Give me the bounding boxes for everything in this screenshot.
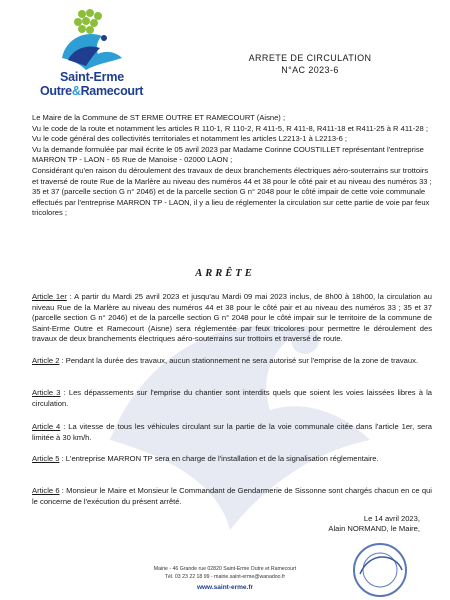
grape-bird-logo-icon	[50, 8, 130, 70]
article-text: : L'entreprise MARRON TP sera en charge de l'installation et de la signalisation réglementaire.	[59, 454, 379, 463]
article-text: : Pendant la durée des travaux, aucun stationnement ne sera autorisé sur l'emprise de la zone de travaux.	[59, 356, 419, 365]
footer-website-link[interactable]: www.saint-erme.fr	[196, 584, 254, 591]
preamble-line: Le Maire de la Commune de ST ERME OUTRE ET RAMECOURT (Aisne) ;	[32, 113, 286, 122]
article-4	[32, 422, 432, 443]
logo-name-ramecourt: Ramecourt	[80, 84, 144, 98]
article-label: Article 1er	[32, 292, 67, 301]
article-1	[32, 292, 432, 345]
document-title-line1: ARRETE DE CIRCULATION	[248, 53, 372, 63]
article-text: : La vitesse de tous les véhicules circulant sur la partie de la voie communale citée dans l'article 1er, sera limitée à 30 km/h.	[32, 422, 432, 442]
article-label: Article 6	[32, 486, 60, 495]
logo-name-line2	[40, 84, 144, 98]
article-label: Article 3	[32, 388, 61, 397]
article-5	[32, 454, 432, 465]
preamble-line: Vu la demande formulée par mail écrite le 05 avril 2023 par Madame Corinne COUSTILLET représentant l'entreprise MARRON TP - LAON - 65 Rue de Manoise - 02000 LAON ;	[32, 144, 424, 165]
article-text: : A partir du Mardi 25 avril 2023 et jusqu'au Mardi 09 mai 2023 inclus, de 8h00 à 18h00, la circulation au niveau Rue de la Marlère au niveau des numéros 44 et 38 pour le côté pair et au niveau des numéros 33 ; 35 et 37 (parcelle section G n° 2046) et de la parcelle section G n° 2048 pour le côté impair sur le territoire de la commune de Saint-Erme Outre et Ramecourt (Aisne) sera réglementée par feux tricolores pour permettre le déroulement des travaux de deux branchements électriques aéro-souterrains sur trottoirs et traversé de route.	[32, 292, 433, 344]
logo-name-outre: Outre	[40, 84, 72, 98]
preamble	[32, 113, 432, 219]
footer-address: Mairie - 46 Grande rue 02820 Saint-Erme Outre et Ramecourt	[153, 566, 297, 572]
logo-name-line1: Saint-Erme	[60, 70, 124, 84]
municipality-logo	[40, 8, 144, 108]
article-label: Article 4	[32, 422, 61, 431]
footer	[80, 566, 370, 581]
preamble-line: Considérant qu'en raison du déroulement des travaux de deux branchements électriques aéro-souterrains sur trottoirs et traversé de route Rue de la Marlère au niveau des numéros 44 et 38 pour le côté pair et au niveau des numéros 33 ; 35 et 37 (parcelle section G n° 2046) et de la parcelle section G n° 2048 pour le côté impair de cette voie communale effectués par l'entreprise MARRON TP - LAON, il y a lieu de réglementer la circulation sur cette partie de voie par feux tricolores ;	[32, 165, 432, 218]
document-number: N°AC 2023-6	[281, 65, 339, 75]
preamble-line: Vu le code général des collectivités territoriales et notamment les articles L2213-1 à L2213-6 ;	[32, 134, 348, 144]
signature-name: Alain NORMAND, le Maire,	[328, 524, 420, 533]
signature-block	[290, 514, 420, 534]
arrete-heading: ARRÊTE	[195, 268, 255, 279]
document-title	[230, 52, 390, 76]
logo-name-ampersand: &	[71, 84, 81, 98]
article-6	[32, 486, 432, 507]
signature-date: Le 14 avril 2023,	[363, 514, 420, 523]
article-text: : Les dépassements sur l'emprise du chantier sont interdits quels que soient les voies laissées libres à la circulation.	[32, 388, 432, 408]
article-label: Article 2	[32, 356, 60, 365]
article-label: Article 5	[32, 454, 60, 463]
article-text: : Monsieur le Maire et Monsieur le Commandant de Gendarmerie de Sissonne sont chargés chacun en ce qui le concerne de l'exécution du présent arrêté.	[32, 486, 432, 506]
article-2	[32, 356, 432, 367]
article-3	[32, 388, 432, 409]
preamble-line: Vu le code de la route et notamment les articles R 110-1, R 110-2, R 411-5, R 411-8, R411-18 et R411-25 à R 411-28 ;	[32, 123, 428, 133]
footer-contact: Tél. 03 23 22 18 99 - mairie.saint-erme@wanadoo.fr	[164, 573, 286, 580]
